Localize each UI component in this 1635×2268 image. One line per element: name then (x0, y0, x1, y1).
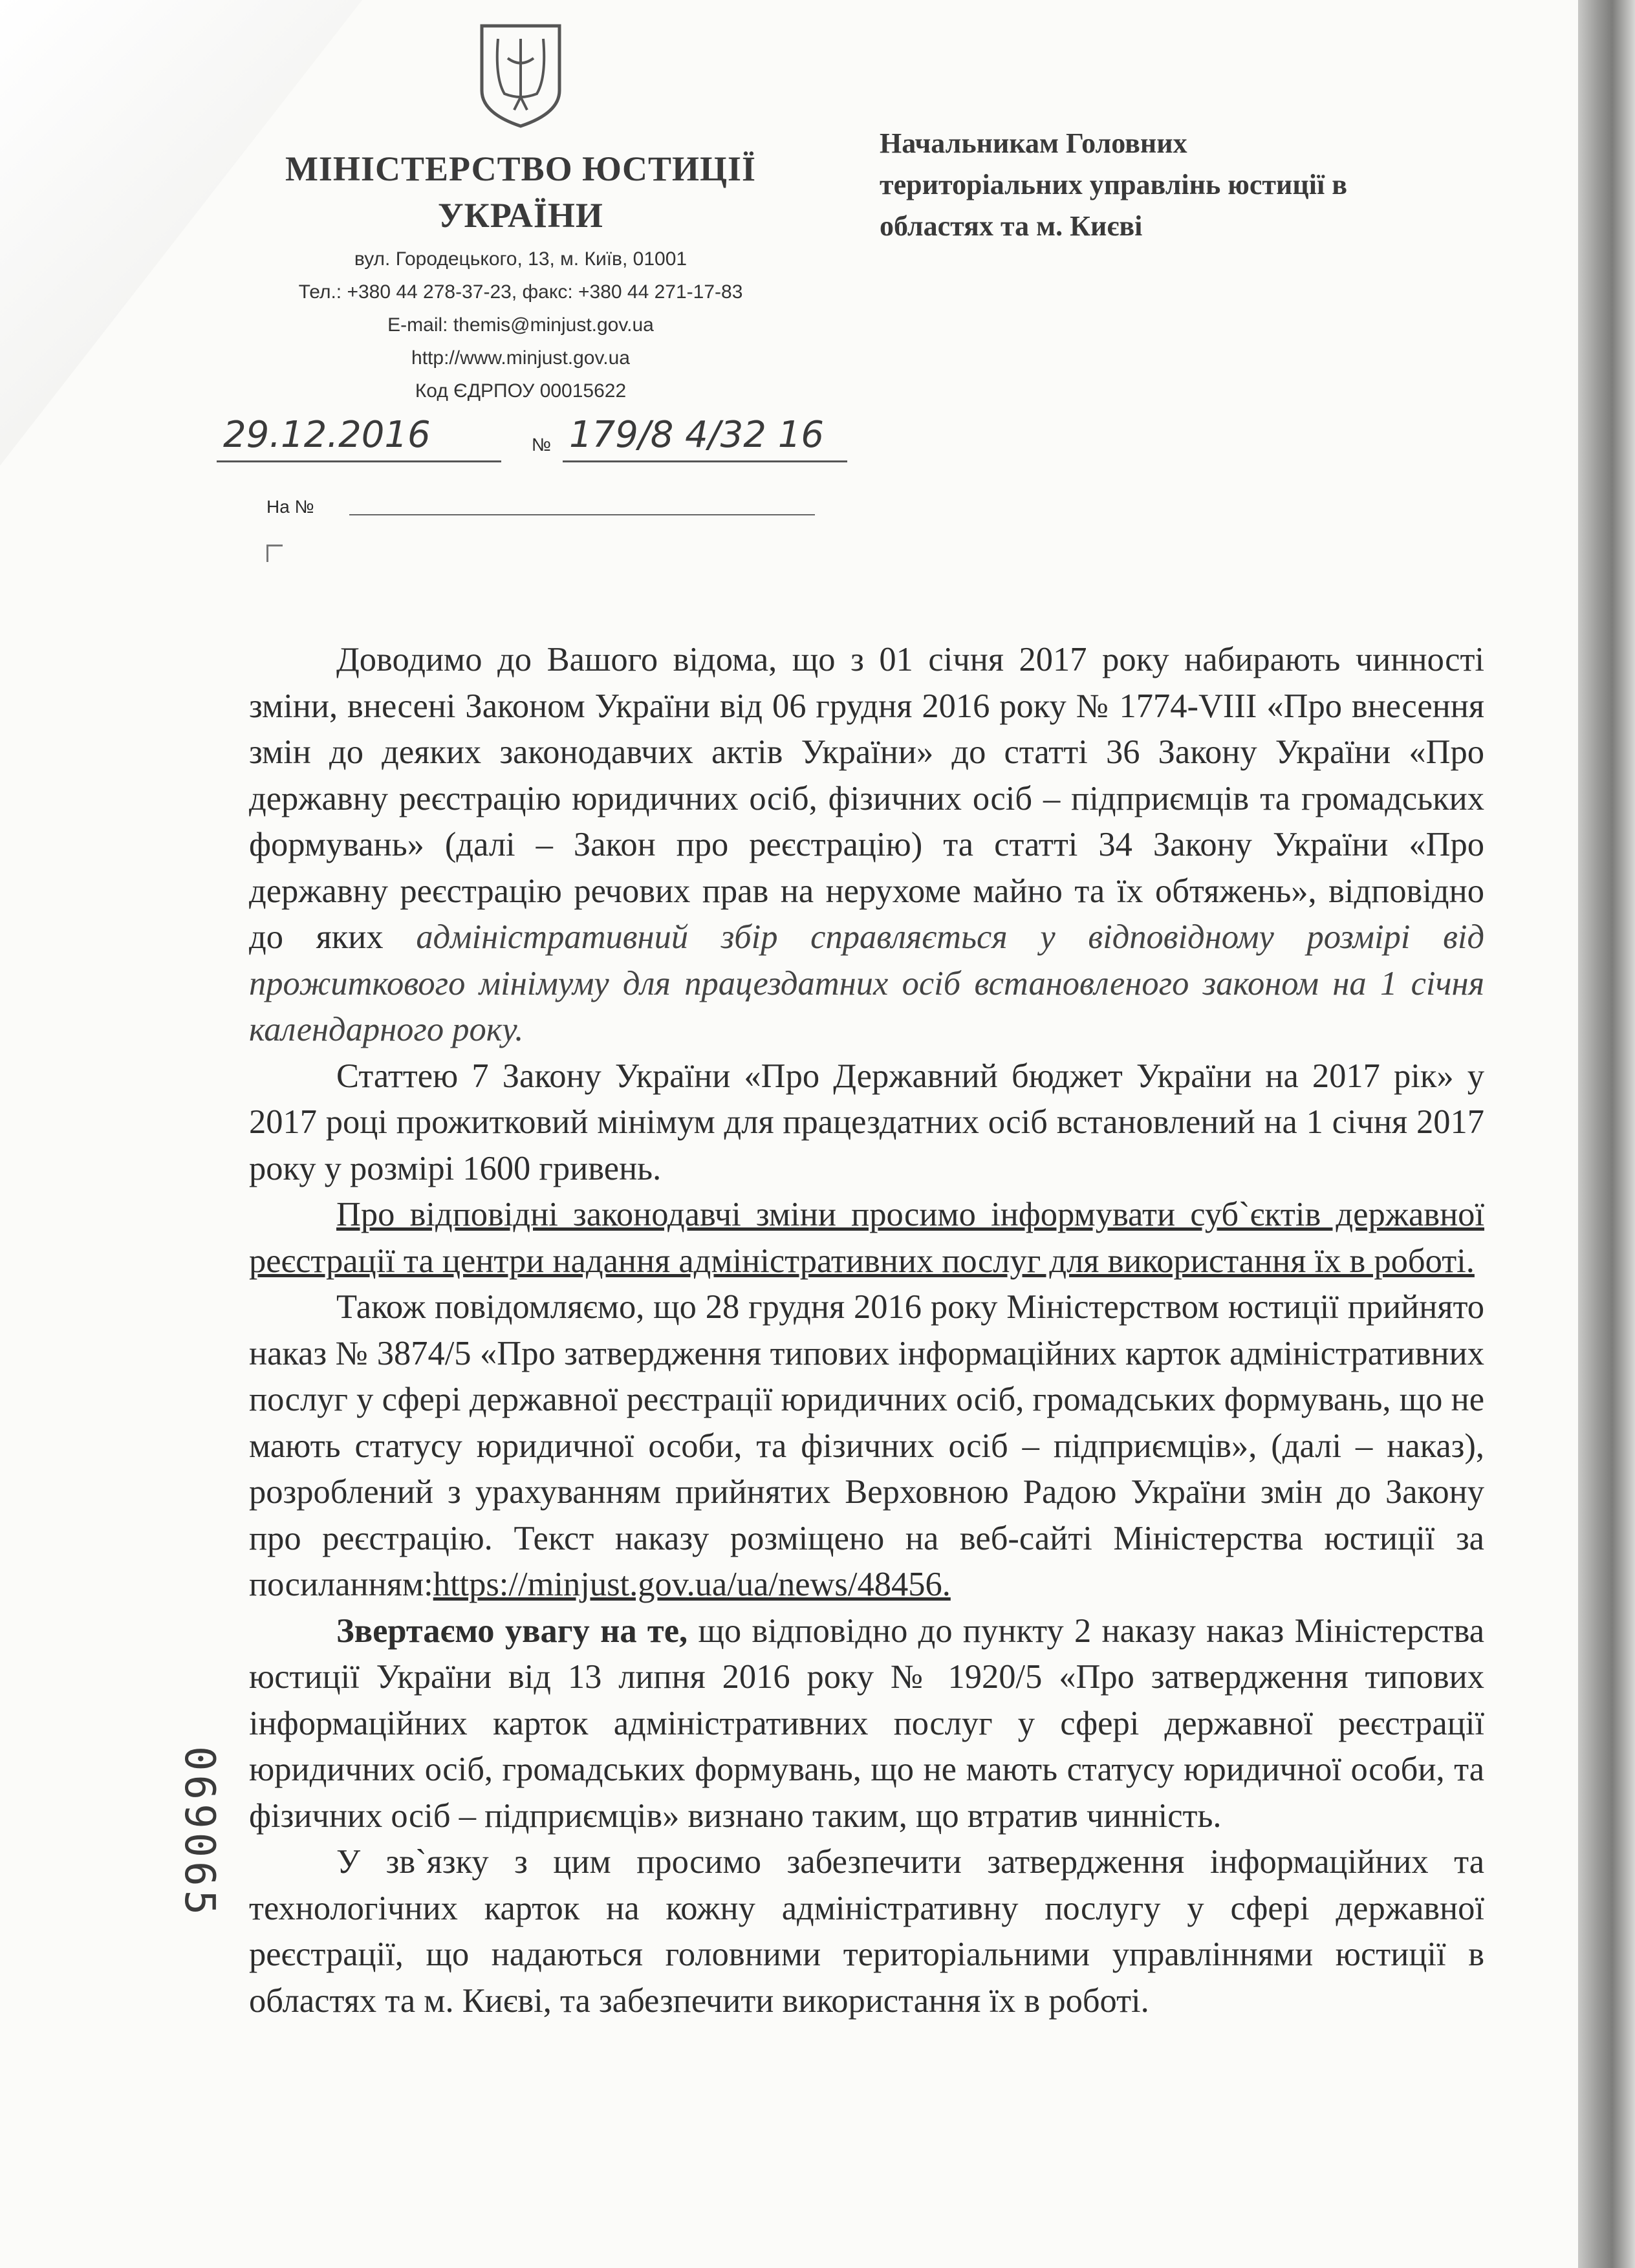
address-corner-mark (266, 545, 283, 562)
edrpou-code: Код ЄДРПОУ 00015622 (415, 380, 627, 402)
handwritten-number: 179/8 4/32 16 (569, 414, 824, 456)
paragraph-1-text: Доводимо до Вашого відома, що з 01 січня 2017 року набирають чинності зміни, внесені Законом України від 06 грудня 2016 року № 1774-VIII «Про внесення змін до деяких законодавчих актів України» до статті 36 Закону України «Про державну реєстрацію юридичних осіб, фізичних осіб – підприємців та громадських формувань» (далі – Закон про реєстрацію) та статті 34 Закону України «Про державну реєстрацію речових прав на нерухоме майно та їх обтяжень», відповідно до яких (249, 641, 1484, 956)
ministry-contacts (252, 243, 789, 407)
trident-emblem-icon (475, 19, 566, 129)
side-stamp-number: 069065 (175, 1746, 223, 1919)
paragraph-3: Про відповідні законодавчі зміни просимо інформувати суб`єктів державної реєстрації та центри надання адміністративних послуг для використання їх в роботі. (249, 1196, 1484, 1280)
ministry-line2: УКРАЇНИ (438, 196, 603, 235)
paragraph-5-text: що відповідно до пункту 2 наказу наказ Міністерства юстиції України від 13 липня 2016 року № 1920/5 «Про затвердження типових інформаційних карток адміністративних послуг у сфері державної реєстрації юридичних осіб, громадських формувань, що не мають статусу юридичної особи, та фізичних осіб – підприємців» визнано таким, що втратив чинність. (249, 1612, 1484, 1835)
paragraph-1-italic: адміністративний збір справляється у відповідному розмірі від прожиткового мінімуму для працездатних осіб встановленого законом на 1 січня календарного року. (249, 918, 1485, 1048)
addressee-line1: Начальникам Головних (880, 127, 1187, 159)
addressee-line2: територіальних управлінь юстиції в (880, 169, 1347, 200)
reply-to-line (349, 514, 815, 515)
address: вул. Городецького, 13, м. Київ, 01001 (354, 248, 688, 270)
addressee-line3: областях та м. Києві (880, 210, 1143, 242)
number-underline (563, 460, 847, 462)
paragraph-4-text: Також повідомляємо, що 28 грудня 2016 року Міністерством юстиції прийнято наказ № 3874/5 «Про затвердження типових інформаційних карток адміністративних послуг у сфері державної реєстрації юридичних осіб, громадських формувань, що не мають статусу юридичної особи, та фізичних осіб – підприємців», (далі – наказ), розроблений з урахуванням прийнятих Верховною Радою України змін до Закону про реєстрацію. Текст наказу розміщено на веб-сайті Міністерства юстиції за посиланням: (249, 1288, 1484, 1603)
paragraph-2: Статтею 7 Закону України «Про Державний бюджет України на 2017 рік» у 2017 році прожитковий мінімум для працездатних осіб встановлений на 1 січня 2017 року у розмірі 1600 гривень. (249, 1057, 1484, 1187)
date-underline (217, 460, 501, 462)
news-link[interactable]: https://minjust.gov.ua/ua/news/48456. (433, 1566, 951, 1603)
phone: Тел.: +380 44 278-37-23, факс: +380 44 271-17-83 (298, 281, 743, 303)
addressee-block (880, 123, 1526, 247)
paragraph-6: У зв`язку з цим просимо забезпечити затвердження інформаційних та технологічних карток на кожну адміністративну послугу у сфері державної реєстрації, що надаються головними територіальними управліннями юстиції в областях та м. Києві, та забезпечити використання їх в роботі. (249, 1843, 1484, 2020)
letter-body (249, 637, 1484, 2024)
paragraph-5-bold: Звертаємо увагу на те, (336, 1612, 688, 1650)
ministry-line1: МІНІСТЕРСТВО ЮСТИЦІЇ (285, 149, 757, 188)
email: E-mail: themis@minjust.gov.ua (387, 314, 654, 336)
reply-to-label: На № (266, 497, 314, 517)
number-label: № (532, 435, 552, 455)
ministry-name (252, 146, 789, 239)
website: http://www.minjust.gov.ua (411, 347, 630, 369)
paragraph-1 (249, 637, 1484, 1053)
handwritten-date: 29.12.2016 (223, 414, 431, 456)
scan-edge-shadow (1578, 0, 1635, 2268)
paragraph-5 (249, 1608, 1484, 1840)
paragraph-4 (249, 1284, 1484, 1608)
